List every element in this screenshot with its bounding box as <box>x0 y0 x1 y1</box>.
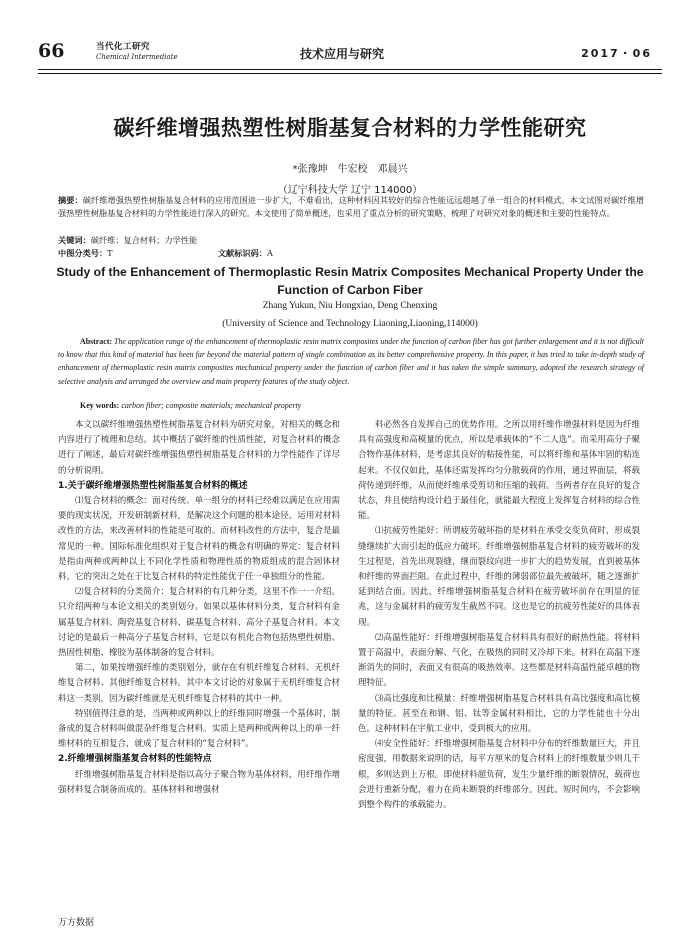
abstract-cn-text: 碳纤维增强热塑性树脂基复合材料的应用范围进一步扩大，不难看出，这种材料因其较好的综合性能远远超越了单一组合的材料模式。本文试图对碳纤维增强热塑性树脂基复合材料的力学性能进行深入的研究。本文使用了简单概述，也采用了重点分析的研究策略，梳理了对研究对象的概述和主要的性能特点。 <box>58 195 644 218</box>
authors-en: Zhang Yukun, Niu Hongxiao, Deng Chenxing <box>262 301 438 311</box>
body-paragraph: ⑷安全性能好：纤维增强树脂基复合材料中分布的纤维数量巨大，并且密度强，用数据来说明的话，每平方厘米的复合材料上的纤维数量少则几千根，多则达到上万根。即使材料超负荷，发生少量纤维的断裂情况，载荷也会进行重新分配，着力在尚未断裂的纤维部分。因此，短时间内，不会影响到整个构件的承载能力。 <box>358 739 640 811</box>
body-paragraph: ⑵复合材料的分类简介：复合材料的有几种分类，这里不作一一介绍。只介绍两种与本论文相关的类别划分。如果以基体材料分类，复合材料有金属基复合材料、陶瓷基复合材料、碳基复合材料、高分子基复合材料。本文讨论的是最后一种高分子基复合材料，它是以有机化合物包括热塑性树脂、热固性树脂、橡胶为基体制备的复合材料。 <box>58 587 340 659</box>
classification-line <box>58 247 644 260</box>
journal-name-en: Chemical Intermediate <box>96 53 178 61</box>
section-heading: 2.纤维增强树脂基复合材料的性能特点 <box>58 754 212 765</box>
footer-watermark: 万方数据 <box>58 918 95 928</box>
keywords-label: 关键词： <box>58 235 91 245</box>
keywords-en-text: carbon fiber; composite materials; mechanical property <box>121 401 302 410</box>
page-number: 66 <box>38 40 65 62</box>
abstract-label: 摘要： <box>58 195 83 205</box>
journal-name-cn: 当代化工研究 <box>96 42 151 52</box>
keywords-cn-text: 碳纤维；复合材料；力学性能 <box>90 235 198 245</box>
clc-value: T <box>107 248 113 258</box>
section-title: 技术应用与研究 <box>300 47 385 61</box>
abstract-en-text: The application range of the enhancement of thermoplastic resin matrix composites under the function of carbon fiber has got further enlargement and it is not difficult to know that this kind of material has been far beyond the material pattern of single combination as its better comprehensive property. In this paper, it has tried to take in-depth study of enhancement of thermoplastic resin matrix composites mechanical property under the function of carbon fiber and it has taken the simple summary, adopted the research strategy of selective analysis and arranged the overview and main property features of the study object. <box>58 337 644 386</box>
body-paragraph: 特别值得注意的是，当两种或两种以上的纤维同时增强一个基体时，制备成的复合材料叫做混杂纤维复合材料。实质上是两种或两种以上的单一纤维材料的互相复合，就成了复合材料的“复合材料”。 <box>58 708 340 750</box>
section-heading: 1.关于碳纤维增强热塑性树脂基复合材料的概述 <box>58 480 248 491</box>
doc-code-label: 文献标识码： <box>217 248 267 258</box>
body-paragraph: 本文以碳纤维增强热塑性树脂基复合材料为研究对象，对相关的概念和内容进行了梳理和总结。其中概括了碳纤维的性质性能，对复合材料的概念进行了阐述，最后对碳纤维增强热塑性树脂基复合材料的力学性能作了详尽的分析说明。 <box>58 420 340 476</box>
abstract-en <box>58 335 644 388</box>
affiliation-cn: （辽宁科技大学 辽宁 114000） <box>277 185 423 196</box>
clc-label: 中图分类号： <box>58 248 108 258</box>
body-paragraph: ⑴复合材料的概念：面对传统、单一组分的材料已经难以满足在应用需要的现实状况，开发研制新材料，是解决这个问题的根本途径。运用对材料改性的方法，来改善材料的性能是可取的。而材料改性的方法中，复合是最常见的一种。国际标准化组织对于复合材料的概念有明确的界定：复合材料是指由两种或两种以上不同化学性质和物理性质的物质组成的混合固体材料。它的突出之处在于比复合材料的特定性能优于任一单独组分的性能。 <box>58 496 340 583</box>
abstract-cn <box>58 194 644 220</box>
body-paragraph: ⑶高比强度和比模量：纤维增强树脂基复合材料具有高比强度和高比模量的特征。甚至在和钢、铝、钛等金属材料相比，它的力学性能也十分出色。这种材料在宇航工业中，受到极大的应用。 <box>358 693 640 735</box>
body-paragraph: 纤维增强树脂基复合材料是指以高分子聚合物为基体材料，用纤维作增强材料复合制备而成的。基体材料和增强材 <box>58 769 340 795</box>
affiliation-en: (University of Science and Technology Liaoning,Liaoning,114000) <box>222 319 478 329</box>
keywords-en <box>80 401 301 410</box>
keywords-en-label: Key words: <box>80 401 120 410</box>
article-title-en: Study of the Enhancement of Thermoplastic Resin Matrix Composites Mechanical Property Under the Function of Carbon Fiber <box>56 265 644 297</box>
doc-code-value: A <box>266 248 273 258</box>
header-rule <box>38 69 662 70</box>
body-paragraph: 第二，如果按增强纤维的类别划分，就存在有机纤维复合材料、无机纤维复合材料、其他纤维复合材料。其中本文讨论的对象属于无机纤维复合材料这一类别，因为碳纤维就是无机纤维复合材料的其中一种。 <box>58 663 340 704</box>
abstract-en-label: Abstract: <box>80 337 112 346</box>
body-column-right <box>358 418 640 813</box>
keywords-cn <box>58 234 644 247</box>
header-rule-thin <box>38 73 662 74</box>
body-paragraph: ⑵高温性能好：纤维增强树脂基复合材料具有很好的耐热性能。将材料置于高温中，表面分解、气化，在吸热的同时又冷却下来。材料在高温下逐渐消失的同时，表面又有很高的吸热效率。这些都是材料高温性能卓越的物理特征。 <box>358 632 640 689</box>
authors-cn: *张豫坤 牛宏校 邓晨兴 <box>292 164 408 175</box>
issue-number: 2017・06 <box>581 47 652 60</box>
body-paragraph: ⑴抗疲劳性能好：所谓疲劳破坏指的是材料在承受交变负荷时，形成裂缝继续扩大而引起的低应力破坏。纤维增强树脂基复合材料的疲劳破坏的发生过程是，首先出现裂缝，继而裂纹向进一步扩大的趋势发展，直到被基体和纤维的界面拦阻。在此过程中，纤维的薄弱部位最先被破坏，随之逐渐扩延到结合面。因此，纤维增强树脂基复合材料在疲劳破坏前存在明显的征兆，这与金属材料的疲劳发生截然不同。这也是它的抗疲劳性能好的具体表现。 <box>358 526 640 628</box>
body-paragraph: 料必然各自发挥自己的优势作用。之所以用纤维作增强材料是因为纤维具有高强度和高模量的优点，所以是承载体的“不二人选”。而采用高分子聚合物作基体材料，是考虑其良好的粘接性能，可以将纤维和基体牢固的粘连起来。不仅仅如此，基体还需发挥均匀分散载荷的作用，通过界面层，将载荷传递到纤维，从而使纤维承受剪切和压缩的载荷。当两者存在良好的复合状态，并且使结构设计趋于最佳化，就能最大程度上发挥复合材料的综合性能。 <box>358 420 640 522</box>
article-title-cn: 碳纤维增强热塑性树脂基复合材料的力学性能研究 <box>113 116 587 140</box>
body-column-left <box>58 418 340 798</box>
